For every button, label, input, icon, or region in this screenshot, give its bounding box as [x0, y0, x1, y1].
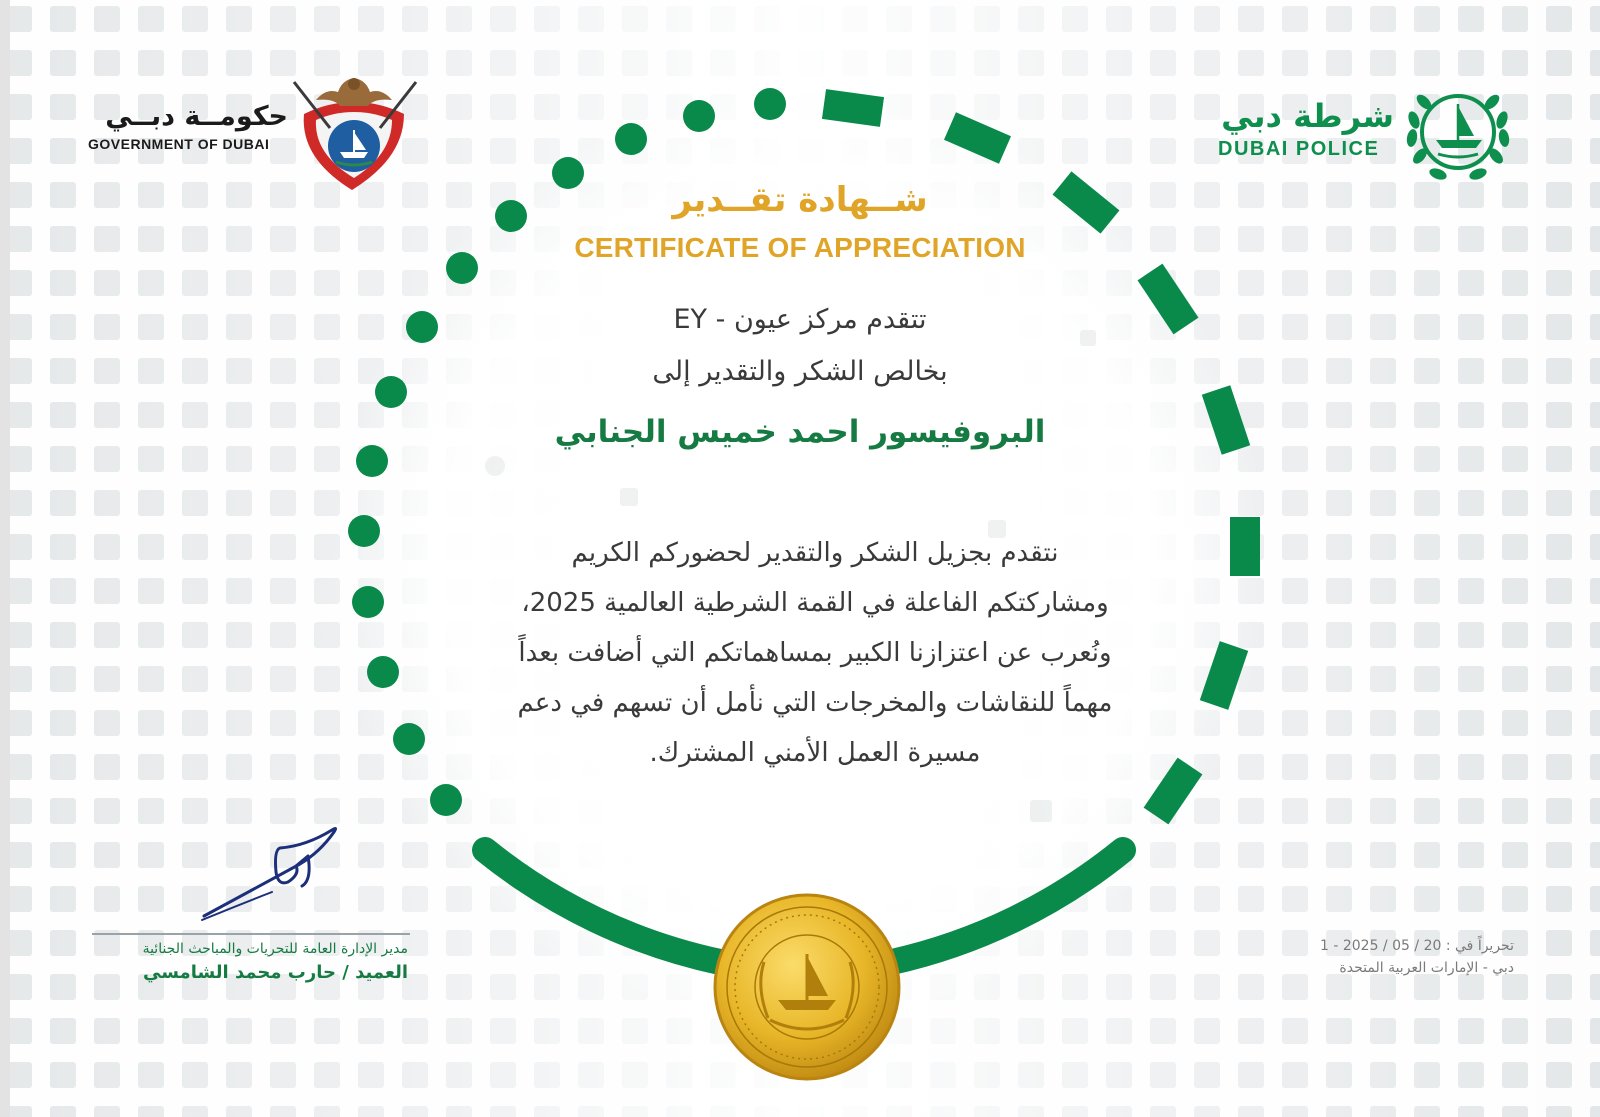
government-name-arabic: حكومــة دبــي	[105, 101, 288, 132]
signatory-name: العميد / حارب محمد الشامسي	[143, 962, 408, 983]
body-line: مهماً للنقاشات والمخرجات التي نأمل أن تسهم في دعم	[517, 688, 1113, 718]
body-line: نتقدم بجزيل الشكر والتقدير لحضوركم الكريم	[571, 538, 1059, 568]
thanks-line: بخالص الشكر والتقدير إلى	[652, 356, 948, 387]
body-line: مسيرة العمل الأمني المشترك.	[649, 738, 981, 768]
issue-place: دبي - الإمارات العربية المتحدة	[1339, 960, 1514, 976]
recipient-name: البروفيسور احمد خميس الجنابي	[554, 414, 1046, 450]
presenter-line: تتقدم مركز عيون - EY	[673, 304, 927, 335]
police-name-arabic: شرطة دبي	[1221, 97, 1394, 135]
falcon-emblem-icon	[290, 62, 420, 198]
gold-seal-icon	[712, 892, 902, 1082]
certificate-title-arabic: شــهادة تقــدير	[672, 180, 928, 220]
body-line: ونُعرب عن اعتزازنا الكبير بمساهماتكم التي أضافت بعداً	[518, 638, 1112, 668]
body-line: ومشاركتكم الفاعلة في القمة الشرطية العالمية 2025،	[521, 588, 1109, 618]
signatory-title: مدير الإدارة العامة للتحريات والمباحث الجنائية	[142, 941, 408, 957]
police-logo-text	[1218, 96, 1394, 166]
dhow-wreath-emblem-icon	[1402, 80, 1514, 184]
government-name-english: GOVERNMENT OF DUBAI	[88, 136, 270, 152]
signature-rule	[92, 933, 410, 935]
certificate-body	[460, 528, 1170, 778]
government-logo	[88, 100, 288, 160]
issue-date: تحريراً في : 20 / 05 / 2025 - 1	[1319, 938, 1514, 954]
certificate-title-english: CERTIFICATE OF APPRECIATION	[574, 232, 1026, 263]
police-name-english: DUBAI POLICE	[1218, 138, 1380, 160]
handwritten-signature	[196, 822, 356, 926]
